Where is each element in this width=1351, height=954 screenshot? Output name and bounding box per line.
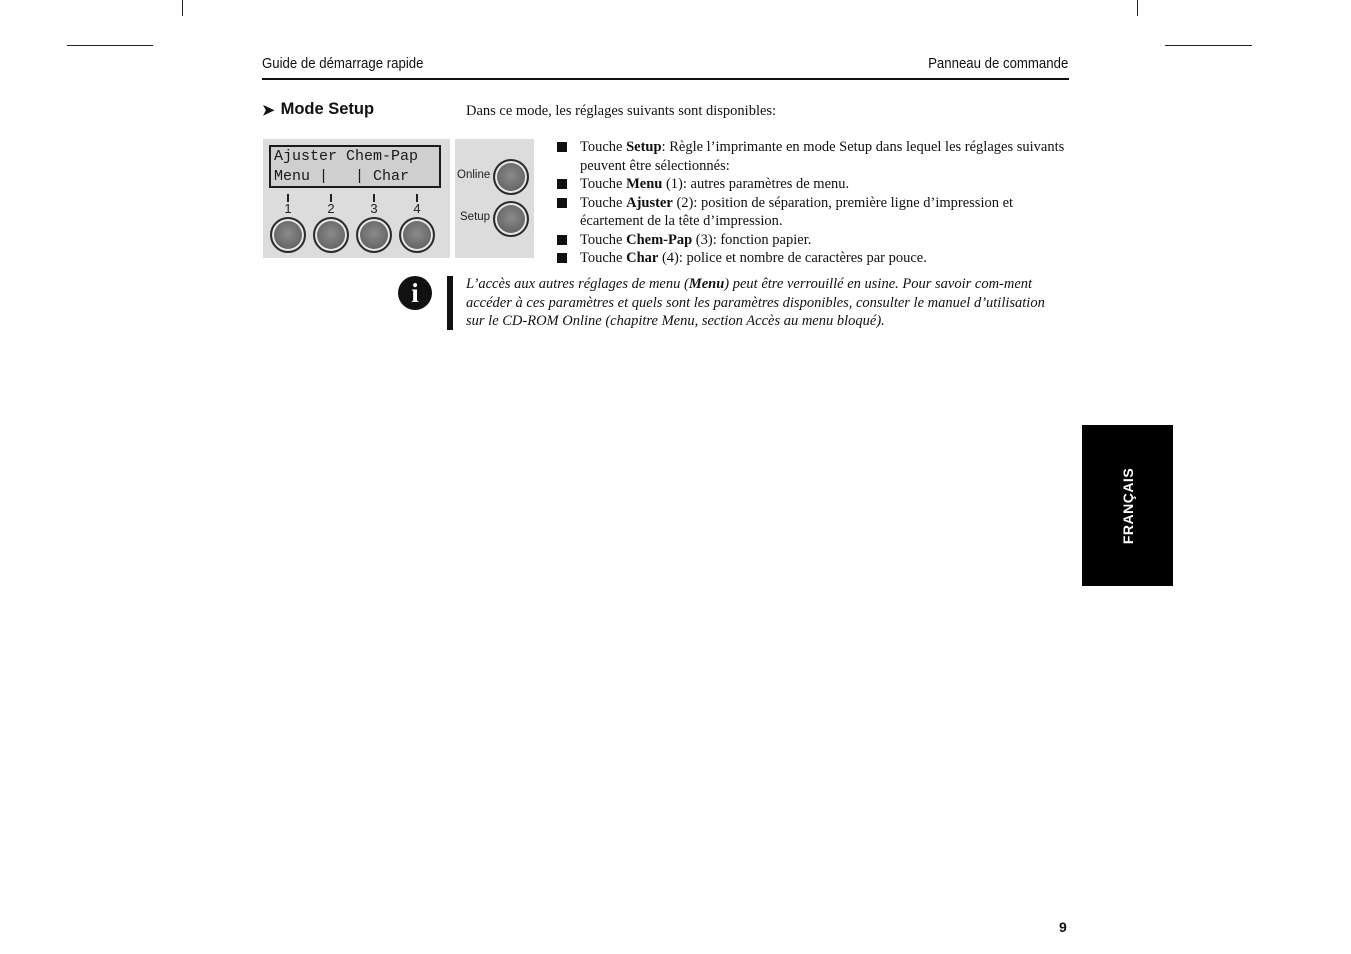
info-note: L’accès aux autres réglages de menu (Menu) peut être verrouillé en usine. Pour savoir com-ment accéder à ces paramètres et quels sont les paramètres disponibles, consulter le manuel d’utilisation sur le CD-ROM Online (chapitre Menu, section Accès au menu bloqué).: [466, 276, 1045, 329]
panel-button-1: [270, 217, 306, 253]
info-icon: i: [398, 276, 432, 310]
bullet-square-icon: [557, 198, 567, 208]
running-header-left: Guide de démarrage rapide: [262, 55, 424, 72]
list-item: Touche Setup: Règle l’imprimante en mode Setup dans lequel les réglages suivants peuvent être sélectionnés:: [557, 138, 1067, 175]
crop-mark: [67, 45, 153, 46]
key-number-2: 2: [327, 201, 335, 216]
key-number-1: 1: [284, 201, 292, 216]
key-number-4: 4: [413, 201, 421, 216]
list-item: Touche Char (4): police et nombre de caractères par pouce.: [557, 249, 1067, 268]
list-item: Touche Ajuster (2): position de séparation, première ligne d’impression et écartement de la tête d’impression.: [557, 194, 1067, 231]
language-tab: [1082, 425, 1173, 586]
online-setup-panel: [455, 139, 534, 258]
arrow-right-icon: ➤: [262, 101, 275, 119]
setup-label: Setup: [460, 211, 491, 223]
page-number: 9: [1059, 919, 1067, 935]
online-label: Online: [457, 169, 491, 181]
list-item: Touche Chem-Pap (3): fonction papier.: [557, 231, 1067, 250]
crop-mark: [1165, 45, 1252, 46]
intro-text: Dans ce mode, les réglages suivants sont disponibles:: [466, 103, 777, 119]
setup-button: [493, 201, 529, 237]
section-heading: [262, 100, 374, 119]
bullet-square-icon: [557, 253, 567, 263]
language-tab-label: FRANÇAIS: [1119, 467, 1136, 544]
crop-mark: [1137, 0, 1138, 16]
panel-button-2: [313, 217, 349, 253]
panel-button-4: [399, 217, 435, 253]
section-title: Mode Setup: [280, 100, 375, 118]
bullet-square-icon: [557, 179, 567, 189]
crop-mark: [182, 0, 183, 16]
bullet-square-icon: [557, 142, 567, 152]
lcd-line-1: Ajuster Chem-Pap: [274, 148, 419, 165]
key-function-list: [557, 138, 1067, 268]
header-rule: [262, 78, 1069, 80]
lcd-display: [269, 145, 441, 188]
list-item: Touche Menu (1): autres paramètres de menu.: [557, 175, 1067, 194]
online-button: [493, 159, 529, 195]
control-panel-illustration: [263, 139, 450, 258]
running-header-right: Panneau de commande: [927, 55, 1068, 72]
note-bar: [447, 276, 453, 330]
key-number-3: 3: [370, 201, 378, 216]
bullet-square-icon: [557, 235, 567, 245]
panel-button-3: [356, 217, 392, 253]
lcd-line-2: Menu | | Char: [274, 168, 410, 185]
